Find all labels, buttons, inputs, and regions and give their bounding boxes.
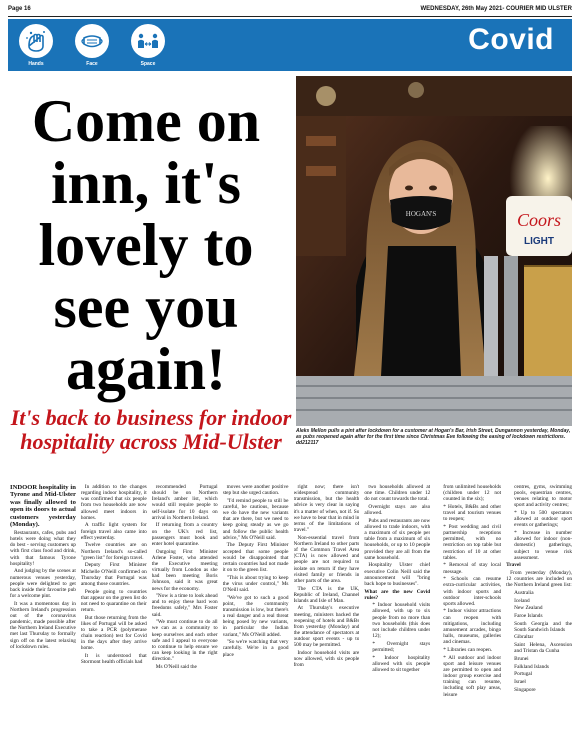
body-paragraph: Iceland <box>514 597 530 604</box>
body-paragraph: It is understood that Stormont health officials had <box>80 653 147 666</box>
body-paragraph: At Thursday's executive meeting, ministers backed the reopening of hotels and B&Bs from yesterday (Monday) and the attendance of spectators at outdoor sport events - up to 500 may be permitted. <box>293 605 360 649</box>
headline: Come on inn, it's lovely to see you again! <box>31 88 261 402</box>
body-paragraph: Non-essential travel from Northern Ireland to other parts of the Common Travel Area (CTA) is now allowed and people are not required to isolate on return if they have visited family or friends in other parts of the area. <box>293 534 360 584</box>
body-paragraph: People going to countries that appear on the green list do not need to quarantine on their return. <box>80 588 147 613</box>
top-rule <box>8 16 572 17</box>
body-paragraph: A traffic light system for foreign travel also came into effect yesterday. <box>80 522 147 541</box>
covid-section-banner <box>8 19 572 71</box>
body-paragraph: "Now is a time to look ahead and to enjoy these hard won freedoms safely," Mrs Foster said. <box>151 593 218 618</box>
column-4 <box>223 484 289 731</box>
body-paragraph: New Zealand <box>514 605 543 612</box>
body-paragraph: right now; there isn't widespread community transmission, but the health advice is very clear in saying it's a matter of when, not if. So we have to bear that in mind in terms of the limitations of travel." <box>293 484 360 534</box>
hfs-face <box>64 19 120 71</box>
page-number: Page 16 <box>8 6 31 12</box>
body-paragraph: * Increase in number allowed for indoor (non-domestic) gatherings, subject to venue risk assessment. <box>514 530 572 561</box>
body-paragraph: Overnight stays are also allowed. <box>364 503 431 517</box>
body-paragraph: Faroe Islands <box>514 612 543 619</box>
bar-photo <box>296 76 572 426</box>
body-paragraph: Ms O'Neill said the <box>155 663 197 670</box>
face-mask-icon <box>75 24 109 58</box>
body-paragraph: In addition to the changes regarding indoor hospitality, it was confirmed that six people from two households are now allowed meet indoors in homes. <box>80 484 147 521</box>
body-paragraph: "I'd remind people to still be careful, be cautious, because we do have the new variants that are there, but we need to keep going steady as we go and follow the public health advice," Ms O'Neill said. <box>222 497 289 541</box>
body-paragraph: * Indoor visitor attractions can reopen with mitigations, including amusement arcades, bingo halls, museums, galleries and cinemas. <box>443 608 502 646</box>
svg-text:LIGHT: LIGHT <box>524 236 554 247</box>
body-paragraph: * Indoor hospitality allowed with six people allowed to sit together <box>372 654 431 673</box>
body-paragraph: Israel <box>514 678 526 685</box>
distance-icon <box>131 24 165 58</box>
body-paragraph: But those returning from the likes of Portugal will be asked to take a PCR (polymerase chain reaction) test for Covid in the days after they arrive home. <box>80 614 147 652</box>
body-paragraph: from unlimited households (children under 12 not counted in the six); <box>443 484 502 503</box>
mask-text: HOGAN'S <box>405 210 437 218</box>
body-paragraph: "So we're watching that very carefully. We're in a good place <box>222 639 289 658</box>
column-1 <box>10 484 76 731</box>
body-paragraph: centres, gyms, swimming pools, equestrian centres, venues relating to motor sport and activity centres; <box>514 484 572 509</box>
body-paragraph: What are the new Covid rules? <box>364 588 431 601</box>
body-paragraph: "We must continue to do all we can as a community to keep ourselves and each other safe and I appeal to everyone to continue to help ensure we can keep looking in the right direction." <box>151 619 218 663</box>
body-paragraph: "This is about trying to keep the virus under control," Ms O'Neill said. <box>222 574 289 593</box>
body-paragraph: From yesterday (Monday), 12 countries are included on the Northern Ireland green list: <box>506 570 572 589</box>
body-paragraph: Falkland Islands <box>514 663 549 670</box>
body-paragraph: Australia <box>514 590 534 596</box>
body-paragraph: Gibraltar <box>514 634 534 641</box>
hfs-space-label: Space <box>140 61 156 67</box>
body-paragraph: * Post wedding and civil partnership receptions permitted, with no restriction on top table but restriction of 10 at other tables. <box>443 523 502 561</box>
body-paragraph: * Overnight stays permitted; <box>372 640 431 653</box>
body-paragraph: Saint Helena, Ascension and Tristan da Cunha <box>514 642 572 655</box>
body-paragraph: Brunei <box>514 655 529 662</box>
body-paragraph: Restaurants, cafes, pubs and hotels were doing what they do best - serving customers up with first class food and drink, with that famous Tyrone hospitality! <box>10 529 76 567</box>
dateline: WEDNESDAY, 26th May 2021- COURIER MID ULSTER <box>420 6 572 12</box>
body-paragraph: * All outdoor and indoor sport and leisure venues are permitted to open and indoor group exercise and training can resume, including soft play areas, leisure <box>443 654 502 698</box>
column-7 <box>435 484 501 731</box>
body-paragraph: The Deputy First Minister accepted that some people would be disappointed that certain countries had not made it on to the green list. <box>222 542 289 574</box>
body-paragraph: * Schools can resume extra-curricular activities, with indoor sports and outdoor inter-schools sports allowed. <box>443 576 502 607</box>
column-5 <box>294 484 360 731</box>
photo-caption: Aleks Mellon pulls a pint after lockdown for a customer at Hogan's Bar, Irish Street, Dungannon yesterday, Monday, as pubs reopened again after for the first time since Christmas Eve following the easing of lockdown restrictions. dd212117 <box>296 428 571 446</box>
body-paragraph: Twelve countries are on Northern Ireland's so-called "green list" for foreign travel. <box>80 542 147 561</box>
body-paragraph: Pubs and restaurants are now allowed to trade indoors, with a maximum of six people per table from a maximum of six households, or up to 10 people provided they are all from the same household. <box>364 517 431 561</box>
body-paragraph: And judging by the scenes at numerous venues yesterday, people were delighted to get back inside their favourite pub for a welcome pint. <box>10 568 76 599</box>
body-paragraph: Outgoing First Minister Arlene Foster, who attended the Executive meeting virtually from London as she had been meeting Boris Johnson, said it was great news for the economy. <box>151 548 218 592</box>
section-title: Covid <box>468 23 554 56</box>
body-paragraph: * Hotels, B&Bs and other travel and tourism venues to reopen; <box>443 503 502 523</box>
body-paragraph: * Removal of stay local message. <box>443 562 502 575</box>
body-paragraph: * Up to 500 spectators allowed at outdoor sport events or gatherings; <box>514 510 572 529</box>
column-2 <box>81 484 147 731</box>
body-paragraph: two households allowed at one time. Children under 12 do not count towards the total. <box>364 484 431 503</box>
body-paragraph: Indoor household visits are now allowed, with six people from <box>293 650 360 669</box>
body-paragraph: recommended Portugal should be on Northern Ireland's amber list, which would still require people to self-isolate for 10 days on arrival in Northern Ireland. <box>151 484 218 521</box>
body-paragraph: The CTA is the UK, Republic of Ireland, Channel Islands and Isle of Man. <box>293 585 360 604</box>
body-paragraph: If returning from a country on the UK's red list, passengers must book and enter hotel quarantine. <box>151 522 218 547</box>
body-paragraph: South Georgia and the South Sandwich Islands <box>514 620 572 633</box>
body-paragraph: moves were another positive step but she urged caution. <box>222 484 289 497</box>
coors-sign-text: Coors <box>516 210 562 230</box>
body-paragraph: It was a momentous day in Northern Ireland's progression out of the coronavirus pandemic, made possible after the Northern Ireland Executive met last Thursday to formally sign off on the latest relaxing of lockdown rules. <box>10 600 76 650</box>
hands-face-space-logo <box>8 19 178 71</box>
body-paragraph: Hospitality Ulster chief executive Colin Neill said the announcement will "bring back hope to businesses". <box>364 562 431 587</box>
column-6 <box>364 484 430 731</box>
hfs-space <box>120 19 176 71</box>
hfs-hands <box>8 19 64 71</box>
body-paragraph: Deputy First Minister Michelle O'Neill confirmed on Thursday that Portugal was among those countries. <box>80 562 147 587</box>
subheadline: It's back to business for indoor hospitality across Mid-Ulster <box>10 405 292 454</box>
hands-wash-icon <box>19 24 53 58</box>
body-paragraph: Singapore <box>514 686 536 693</box>
column-8 <box>506 484 572 731</box>
body-paragraph: INDOOR hospitality in Tyrone and Mid-Ulster was finally allowed to open its doors to actual customers yesterday (Monday). <box>10 484 76 529</box>
body-paragraph: Portugal <box>514 671 533 678</box>
hfs-hands-label: Hands <box>28 61 44 67</box>
hfs-face-label: Face <box>86 61 98 67</box>
body-paragraph: * Libraries can reopen. <box>443 646 493 653</box>
body-paragraph: * Indoor household visits allowed, with up to six people from no more than two households (this does not include children under 12); <box>372 602 431 640</box>
body-paragraph: "We've got to such a good point, the community transmission is low, but there's a real danger and a real threat being posed by new variants, in particular the Indian variant," Ms O'Neill added. <box>222 594 289 638</box>
article-body <box>10 484 572 731</box>
column-3 <box>152 484 218 731</box>
body-paragraph: Travel <box>506 562 521 569</box>
